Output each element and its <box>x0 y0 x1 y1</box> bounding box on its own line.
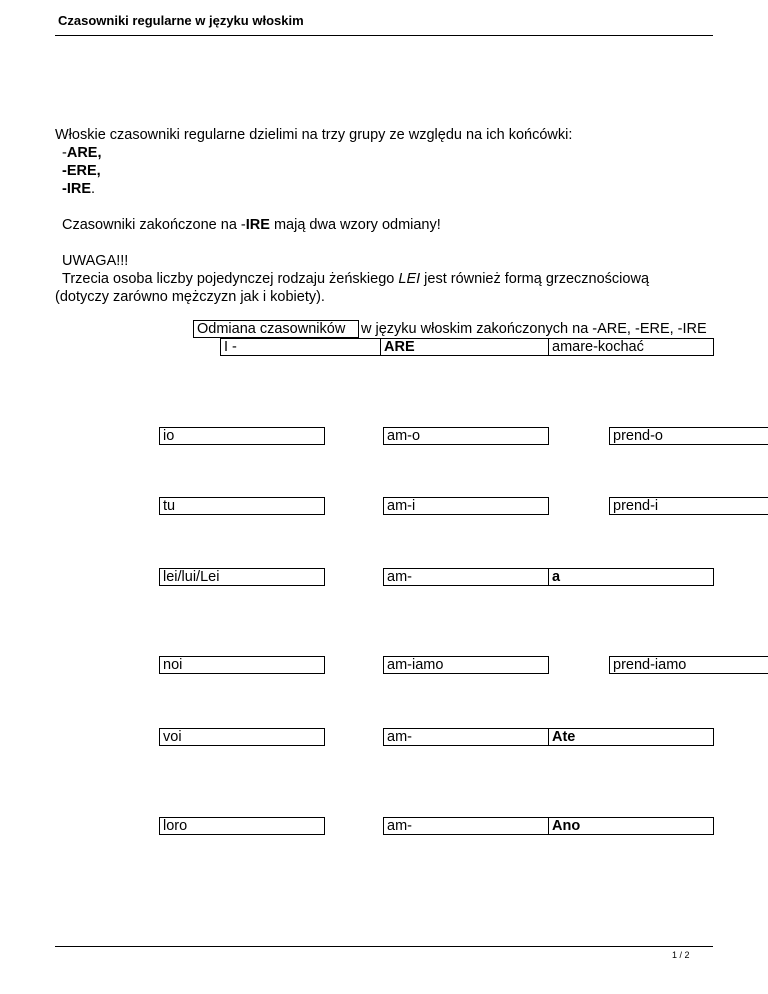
ire-note <box>62 216 441 234</box>
ending-ire-label: -IRE <box>62 181 91 197</box>
warning-line <box>62 270 649 288</box>
table-caption-box: Odmiana czasowników <box>193 320 359 338</box>
ere-form-cell: prend-iamo <box>609 656 768 674</box>
pronoun-cell: tu <box>159 497 325 515</box>
ending-are-label: ARE, <box>66 145 102 161</box>
pronoun-cell: voi <box>159 728 325 746</box>
group-example-cell: amare-kochać <box>548 338 714 356</box>
ending-are-dash: - <box>62 145 67 161</box>
page-header-title: Czasowniki regularne w języku włoskim <box>58 13 304 28</box>
ire-note-post: mają dwa wzory odmiany! <box>269 217 441 233</box>
are-stem-cell: am- <box>383 728 549 746</box>
are-stem-cell: am- <box>383 568 549 586</box>
ire-note-bold: IRE <box>245 217 270 233</box>
ending-are <box>62 144 102 162</box>
pronoun-cell: loro <box>159 817 325 835</box>
footer-divider <box>55 946 713 947</box>
ere-form-cell: prend-o <box>609 427 768 445</box>
header-divider <box>55 35 713 36</box>
warning-title: UWAGA!!! <box>62 253 129 269</box>
warning-line-pre: Trzecia osoba liczby pojedynczej rodzaju żeńskiego <box>62 271 399 287</box>
are-stem-cell: am- <box>383 817 549 835</box>
group-label-cell: I - <box>220 338 381 356</box>
are-ending-cell: Ano <box>548 817 714 835</box>
ere-form-cell: prend-i <box>609 497 768 515</box>
are-ending-cell: Ate <box>548 728 714 746</box>
pronoun-cell: lei/lui/Lei <box>159 568 325 586</box>
ending-ere: -ERE, <box>62 163 101 179</box>
pronoun-cell: io <box>159 427 325 445</box>
warning-line-italic: LEI <box>398 271 421 287</box>
page-number: 1 / 2 <box>672 950 690 960</box>
warning-line-2: (dotyczy zarówno mężczyzn jak i kobiety). <box>55 289 325 305</box>
ending-ire <box>62 180 95 198</box>
are-ending-cell: a <box>548 568 714 586</box>
are-form-cell: am-i <box>383 497 549 515</box>
are-form-cell: am-o <box>383 427 549 445</box>
pronoun-cell: noi <box>159 656 325 674</box>
warning-line-post: jest również formą grzecznościową <box>420 271 650 287</box>
ending-ire-dot: . <box>91 181 96 197</box>
are-form-cell: am-iamo <box>383 656 549 674</box>
intro-line: Włoskie czasowniki regularne dzielimi na trzy grupy ze względu na ich końcówki: <box>55 127 573 143</box>
group-ending-cell: ARE <box>380 338 549 356</box>
table-caption-rest: w języku włoskim zakończonych na -ARE, -ERE, -IRE <box>361 321 707 337</box>
ire-note-pre: Czasowniki zakończone na - <box>62 217 246 233</box>
